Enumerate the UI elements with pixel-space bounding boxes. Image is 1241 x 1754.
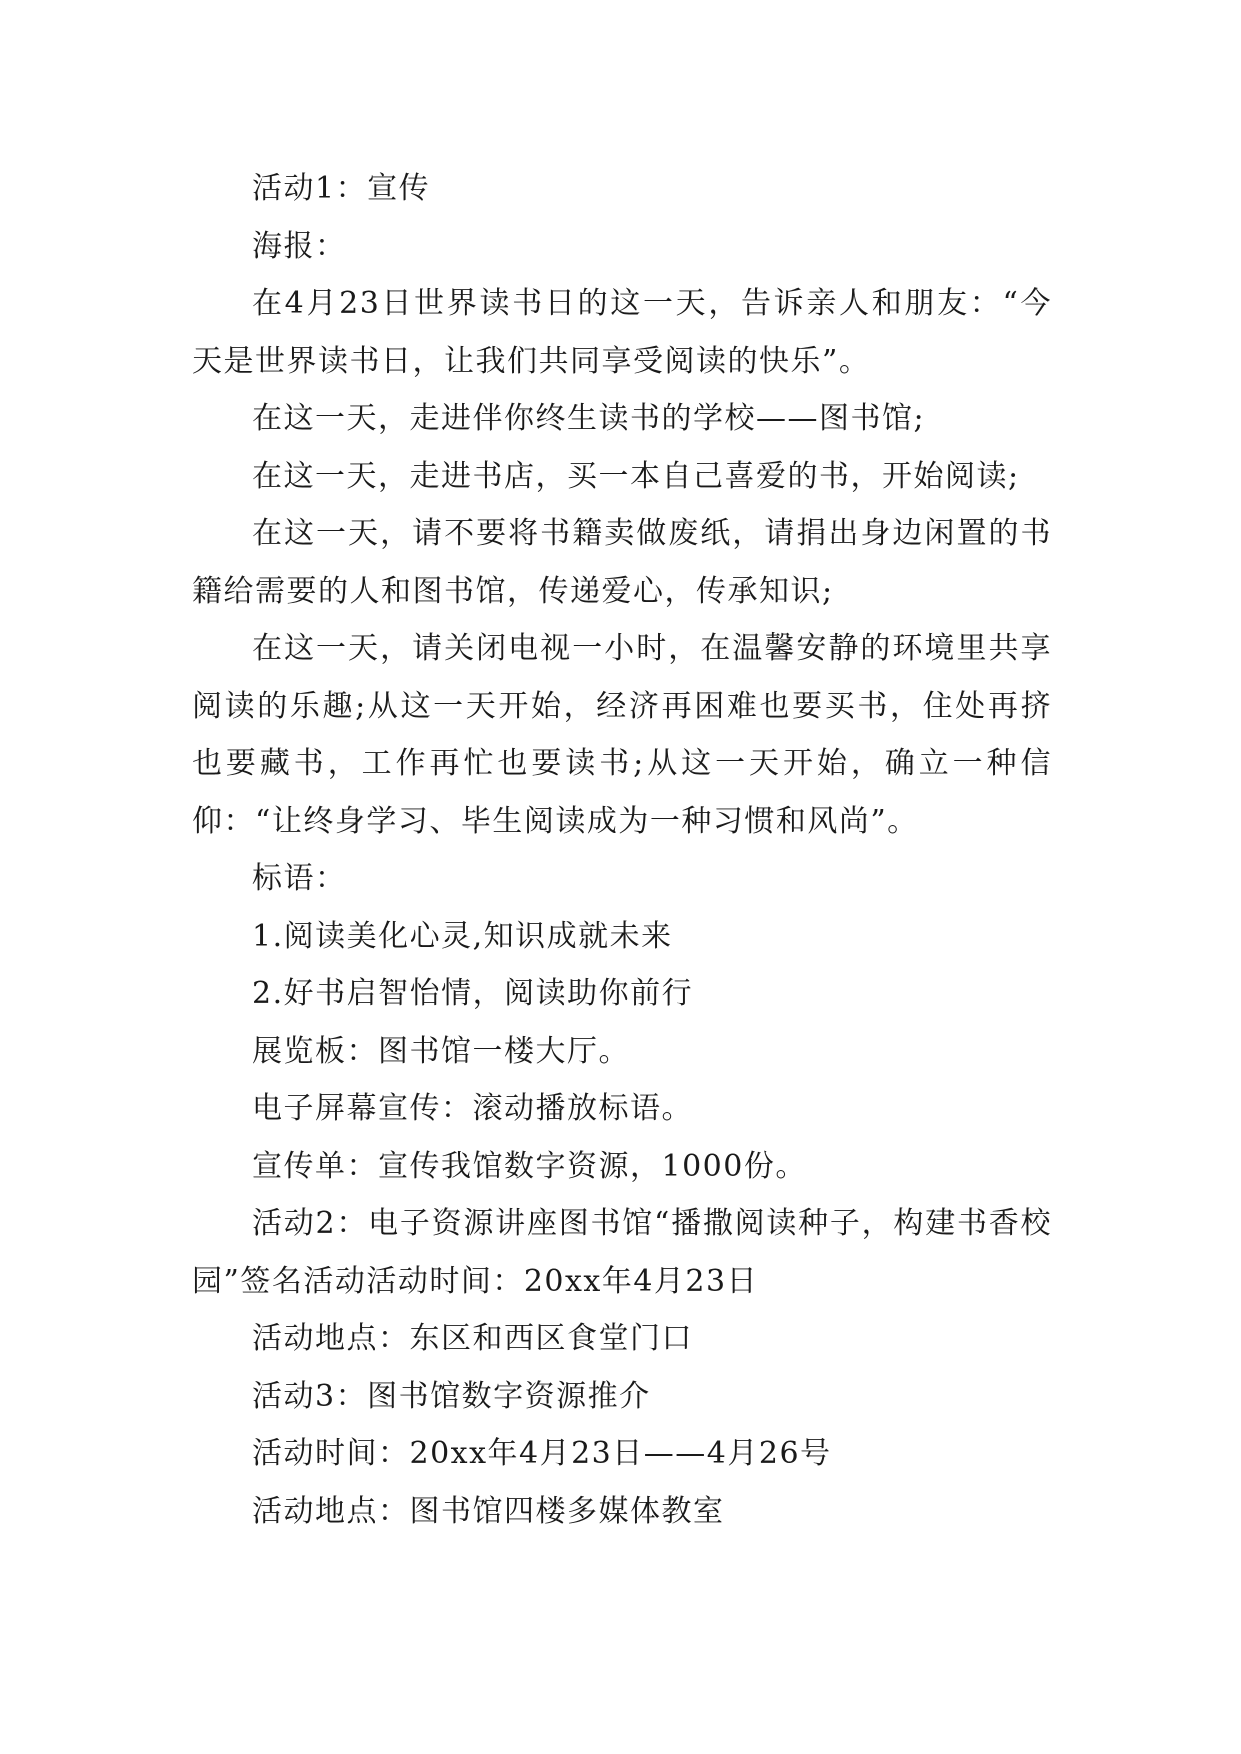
poster-line-donate: 在这一天，请不要将书籍卖做废纸，请捐出身边闲置的书籍给需要的人和图书馆，传递爱心，传承知识; xyxy=(192,516,1052,609)
flyer-line: 宣传单：宣传我馆数字资源，1000份。 xyxy=(252,1148,807,1184)
exhibition-board-line: 展览板：图书馆一楼大厅。 xyxy=(252,1033,630,1069)
electronic-screen-line: 电子屏幕宣传：滚动播放标语。 xyxy=(252,1091,693,1126)
slogan-label: 标语： xyxy=(252,861,347,896)
activity-3-location: 活动地点：图书馆四楼多媒体教室 xyxy=(252,1493,725,1529)
activity-3-time: 活动时间：20xx年4月23日——4月26号 xyxy=(252,1436,832,1471)
poster-label: 海报： xyxy=(252,228,347,264)
heading-activity-1: 活动1：宣传 xyxy=(252,171,431,206)
heading-activity-3: 活动3：图书馆数字资源推介 xyxy=(252,1378,651,1414)
poster-line-bookstore: 在这一天，走进书店，买一本自己喜爱的书，开始阅读; xyxy=(252,458,1020,494)
document-body xyxy=(192,160,1052,1540)
activity-2-location: 活动地点：东区和西区食堂门口 xyxy=(252,1321,693,1356)
poster-line-library: 在这一天，走进伴你终生读书的学校——图书馆; xyxy=(252,401,926,436)
slogan-item-2: 2.好书启智怡情，阅读助你前行 xyxy=(252,976,694,1011)
poster-line-tv-off: 在这一天，请关闭电视一小时，在温馨安静的环境里共享阅读的乐趣;从这一天开始，经济再困难也要买书，住处再挤也要藏书，工作再忙也要读书;从这一天开始，确立一种信仰：“让终身学习、毕生阅读成为一种习惯和风尚”。 xyxy=(192,631,1052,839)
heading-activity-2: 活动2：电子资源讲座图书馆“播撒阅读种子，构建书香校园”签名活动活动时间：20xx年4月23日 xyxy=(192,1206,1052,1299)
slogan-item-1: 1.阅读美化心灵,知识成就未来 xyxy=(252,918,673,954)
poster-intro-paragraph: 在4月23日世界读书日的这一天，告诉亲人和朋友：“今天是世界读书日，让我们共同享受阅读的快乐”。 xyxy=(192,286,1052,379)
